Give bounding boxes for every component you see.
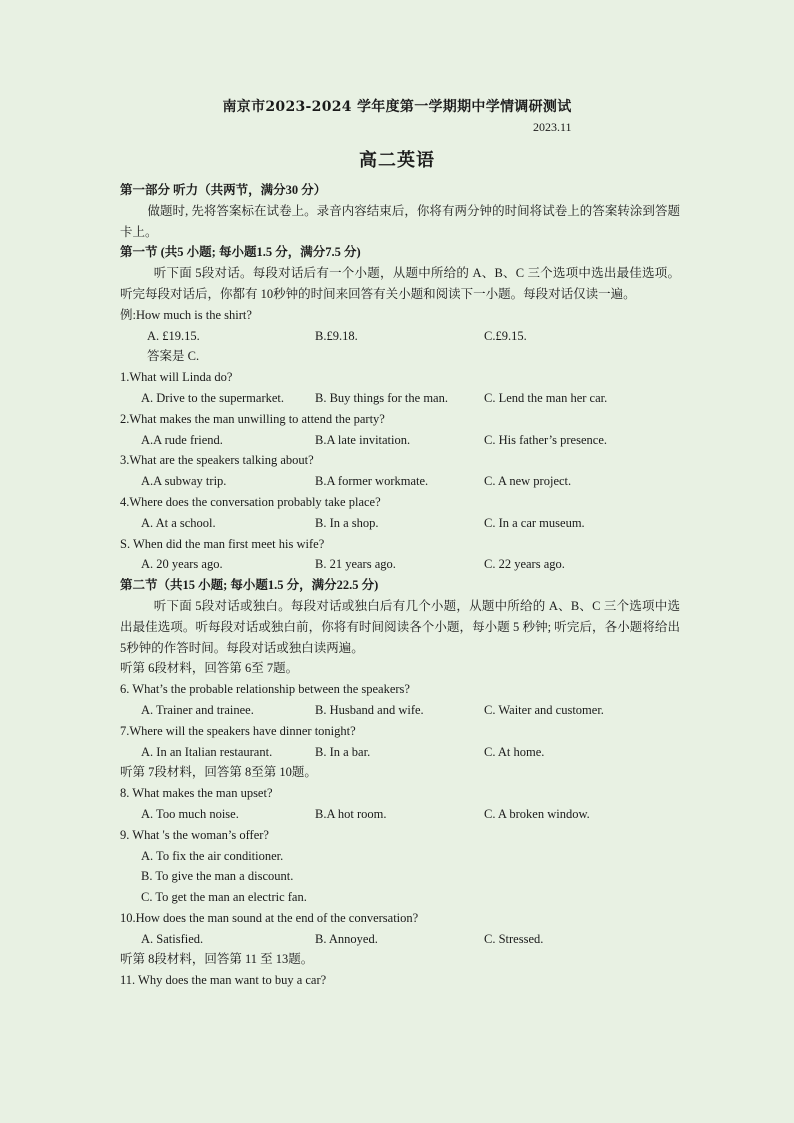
section1-heading: 第一节 (共5 小题; 每小题1.5 分，满分7.5 分) xyxy=(120,245,361,260)
exam-content xyxy=(120,180,680,991)
option-c: C. 22 years ago. xyxy=(484,557,565,572)
question-7-options xyxy=(120,742,680,763)
question-5: S. When did the man first meet his wife? xyxy=(120,536,325,551)
exam-date: 2023.11 xyxy=(533,120,572,134)
option-b: B.£9.18. xyxy=(315,328,358,343)
question-10-options xyxy=(120,929,680,950)
option-a: A. Satisfied. xyxy=(141,931,204,946)
option-c: C. In a car museum. xyxy=(484,515,585,530)
option-a: A. Drive to the supermarket. xyxy=(141,390,285,405)
part1-heading: 第一部分 听力（共两节，满分30 分） xyxy=(120,183,327,197)
question-9-option-b: B. To give the man a discount. xyxy=(141,869,294,884)
option-a: A.A rude friend. xyxy=(141,432,223,447)
question-9: 9. What 's the woman’s offer? xyxy=(120,827,269,842)
option-c: C. A broken window. xyxy=(484,806,590,821)
material-8: 听第 8段材料，回答第 11 至 13题。 xyxy=(120,952,314,967)
section1-instructions: 听下面 5段对话。每段对话后有一个小题，从题中所给的 A、B、C 三个选项中选出最佳选项。听完每段对话后，你都有 10秒钟的时间来回答有关小题和阅读下一小题。每段对话仅读一遍。 xyxy=(120,266,680,301)
question-1-options xyxy=(120,388,680,409)
question-1: 1.What will Linda do? xyxy=(120,370,233,385)
example-question: 例:How much is the shirt? xyxy=(120,307,252,322)
question-11: 11. Why does the man want to buy a car? xyxy=(120,973,327,988)
option-a: A.A subway trip. xyxy=(141,474,227,489)
material-7: 听第 7段材料，回答第 8至第 10题。 xyxy=(120,765,317,780)
question-6-options xyxy=(120,700,680,721)
option-c: C. Waiter and customer. xyxy=(484,702,604,717)
option-b: B. Husband and wife. xyxy=(315,702,424,717)
part1-intro: 做题时, 先将答案标在试卷上。录音内容结束后，你将有两分钟的时间将试卷上的答案转涂到答题卡上。 xyxy=(120,203,680,239)
option-c: C. His father’s presence. xyxy=(484,432,607,447)
option-a: A. In an Italian restaurant. xyxy=(141,744,273,759)
question-4-options xyxy=(120,513,680,534)
question-3-options xyxy=(120,471,680,492)
example-answer: 答案是 C. xyxy=(147,349,200,364)
question-7: 7.Where will the speakers have dinner tonight? xyxy=(120,723,356,738)
option-c: C. Stressed. xyxy=(484,931,544,946)
exam-subject: 高二英语 xyxy=(359,150,435,171)
question-9-option-c: C. To get the man an electric fan. xyxy=(141,890,307,905)
option-b: B.A late invitation. xyxy=(315,432,411,447)
question-8-options xyxy=(120,804,680,825)
option-a: A. Trainer and trainee. xyxy=(141,702,254,717)
exam-title: 南京市2023-2024 学年度第一学期期中学情调研测试 xyxy=(222,99,572,115)
option-c: C.£9.15. xyxy=(484,328,527,343)
question-8: 8. What makes the man upset? xyxy=(120,786,273,801)
option-b: B.A former workmate. xyxy=(315,474,429,489)
question-5-options xyxy=(120,554,680,575)
question-10: 10.How does the man sound at the end of the conversation? xyxy=(120,910,419,925)
question-2-options xyxy=(120,430,680,451)
section2-heading: 第二节（共15 小题; 每小题1.5 分，满分22.5 分) xyxy=(120,578,379,593)
option-a: A. At a school. xyxy=(141,515,216,530)
question-4: 4.Where does the conversation probably take place? xyxy=(120,494,381,509)
question-6: 6. What’s the probable relationship between the speakers? xyxy=(120,682,410,697)
option-b: B. Annoyed. xyxy=(315,931,378,946)
option-c: C. At home. xyxy=(484,744,545,759)
question-9-option-a: A. To fix the air conditioner. xyxy=(141,848,284,863)
option-a: A. Too much noise. xyxy=(141,806,239,821)
option-b: B. 21 years ago. xyxy=(315,557,396,572)
question-2: 2.What makes the man unwilling to attend the party? xyxy=(120,411,385,426)
material-6: 听第 6段材料，回答第 6至 7题。 xyxy=(120,661,299,676)
option-c: C. Lend the man her car. xyxy=(484,390,608,405)
option-b: B.A hot room. xyxy=(315,806,387,821)
option-a: A. £19.15. xyxy=(147,328,200,343)
section2-instructions: 听下面 5段对话或独白。每段对话或独白后有几个小题，从题中所给的 A、B、C 三个选项中选出最佳选项。听每段对话或独白前，你将有时间阅读各个小题，每小题 5 秒钟; 听完后，各小题将给出 5秒钟的作答时间。每段对话或独白读两遍。 xyxy=(120,598,680,655)
option-b: B. In a shop. xyxy=(315,515,379,530)
question-3: 3.What are the speakers talking about? xyxy=(120,453,314,468)
option-a: A. 20 years ago. xyxy=(141,557,223,572)
option-c: C. A new project. xyxy=(484,474,572,489)
example-options xyxy=(120,326,680,347)
option-b: B. Buy things for the man. xyxy=(315,390,448,405)
option-b: B. In a bar. xyxy=(315,744,371,759)
